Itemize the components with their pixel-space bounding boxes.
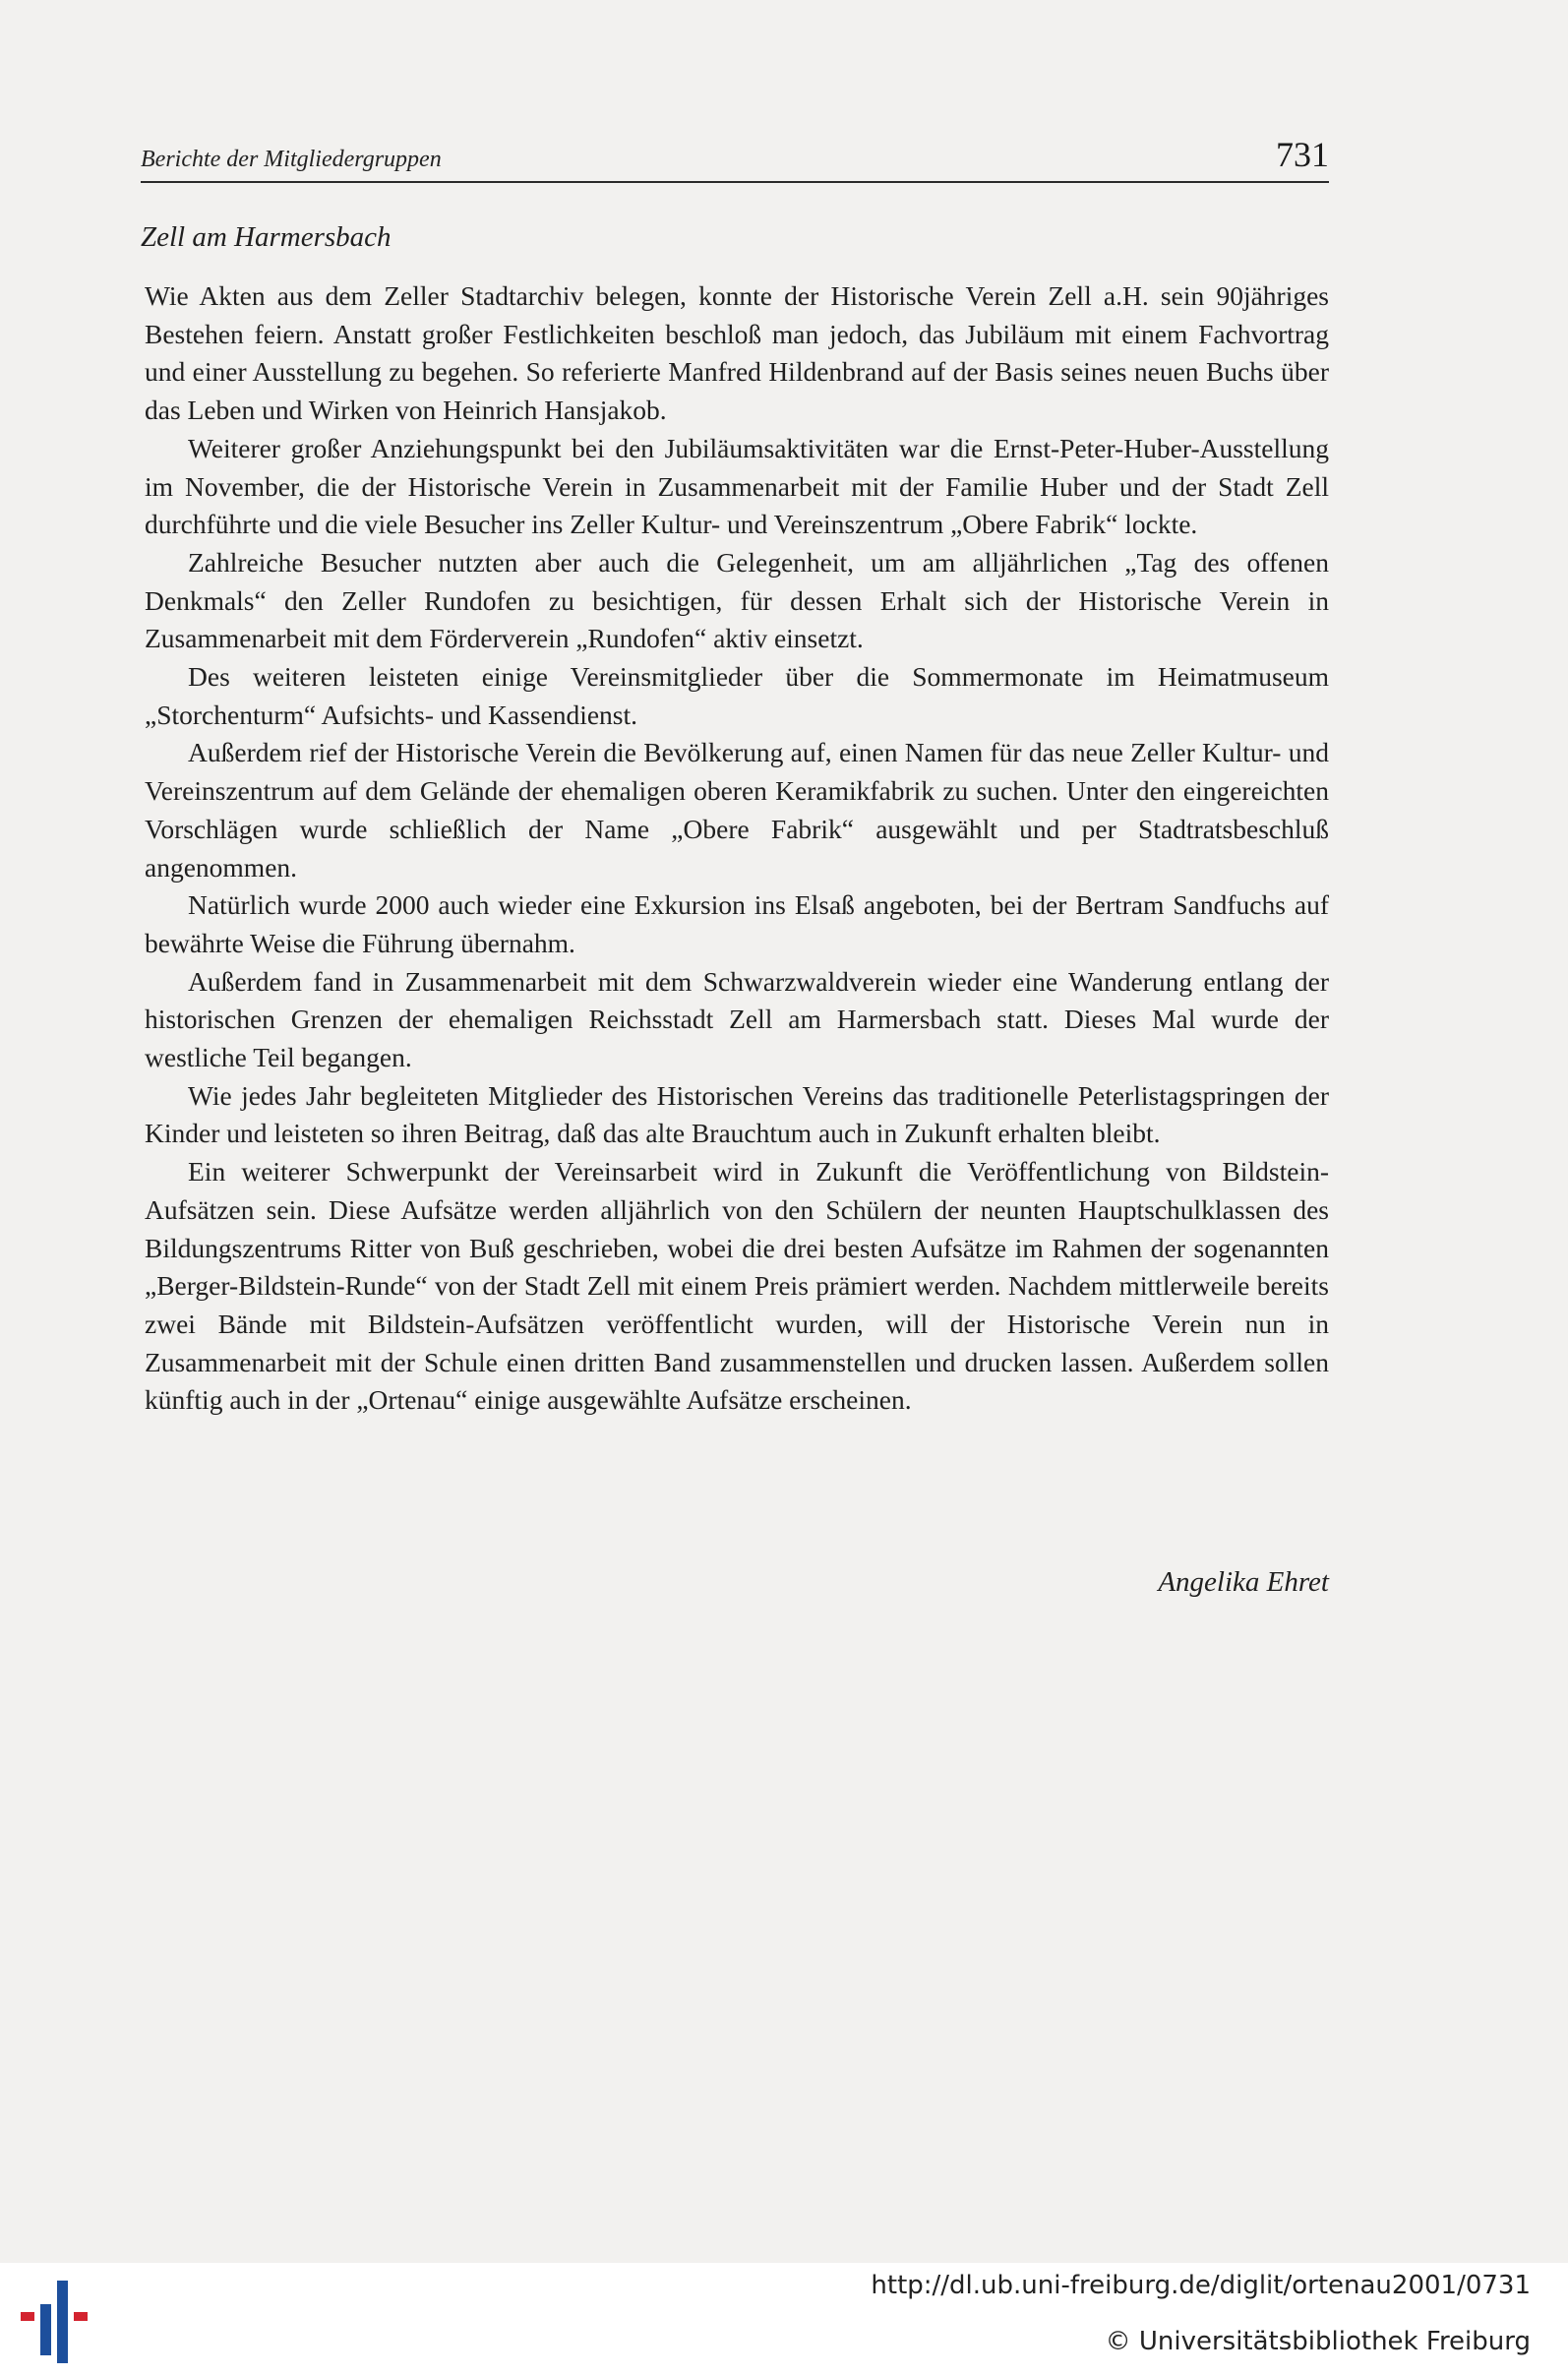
- article-body: [145, 277, 1329, 1420]
- page-number: 731: [1276, 135, 1329, 174]
- paragraph: Weiterer großer Anziehungspunkt bei den Jubiläumsaktivitäten war die Ernst-Peter-Huber-Ausstellung im November, die der Historische Verein in Zusammenarbeit mit der Familie Huber und der Stadt Zell durchführte und die viele Besucher ins Zeller Kultur- und Vereinszentrum „Obere Fabrik“ lockte.: [145, 432, 1329, 540]
- paragraph: Des weiteren leisteten einige Vereinsmitglieder über die Sommermonate im Heimatmuseum „Storchenturm“ Aufsichts- und Kassendienst.: [145, 661, 1329, 730]
- section-heading: Zell am Harmersbach: [141, 221, 392, 253]
- paragraph: Außerdem fand in Zusammenarbeit mit dem Schwarzwaldverein wieder eine Wanderung entlang der historischen Grenzen der ehemaligen Reichsstadt Zell am Harmersbach statt. Dieses Mal wurde der westliche Teil begangen.: [145, 965, 1329, 1073]
- paragraph: Außerdem rief der Historische Verein die Bevölkerung auf, einen Namen für das neue Zeller Kultur- und Vereinszentrum auf dem Gelände der ehemaligen oberen Keramikfabrik zu suchen. Unter den eingereichten Vorschlägen wurde schließlich der Name „Obere Fabrik“ ausgewählt und per Stadtratsbeschluß angenommen.: [145, 737, 1329, 883]
- paragraph: Ein weiterer Schwerpunkt der Vereinsarbeit wird in Zukunft die Veröffentlichung von Bildstein-Aufsätzen sein. Diese Aufsätze werden alljährlich von den Schülern der neunten Hauptschulklassen des Bildungszentrums Ritter von Buß geschrieben, wobei die drei besten Aufsätze im Rahmen der sogenannten „Berger-Bildstein-Runde“ von der Stadt Zell mit einem Preis prämiert werden. Nachdem mittlerweile bereits zwei Bände mit Bildstein-Aufsätzen veröffentlicht wurden, will der Historische Verein nun in Zusammenarbeit mit der Schule einen dritten Band zusammenstellen und drucken lassen. Außerdem sollen künftig auch in der „Ortenau“ einige ausgewählte Aufsätze erscheinen.: [145, 1156, 1329, 1416]
- ub-freiburg-logo-icon: [21, 2281, 99, 2364]
- copyright-notice: © Universitätsbibliothek Freiburg: [1105, 2327, 1531, 2356]
- paragraph: Natürlich wurde 2000 auch wieder eine Exkursion ins Elsaß angeboten, bei der Bertram Sandfuchs auf bewährte Weise die Führung übernahm.: [145, 889, 1329, 958]
- author-signature: Angelika Ehret: [1158, 1566, 1329, 1598]
- running-header: [141, 134, 1329, 183]
- running-header-title: Berichte der Mitgliedergruppen: [141, 147, 442, 172]
- paragraph: Wie Akten aus dem Zeller Stadtarchiv belegen, konnte der Historische Verein Zell a.H. sein 90jähriges Bestehen feiern. Anstatt großer Festlichkeiten beschloß man jedoch, das Jubiläum mit einem Fachvortrag und einer Ausstellung zu begehen. So referierte Manfred Hildenbrand auf der Basis seines neuen Buchs über das Leben und Wirken von Heinrich Hansjakob.: [145, 280, 1329, 426]
- paragraph: Wie jedes Jahr begleiteten Mitglieder des Historischen Vereins das traditionelle Peterlistagspringen der Kinder und leisteten so ihren Beitrag, daß das alte Brauchtum auch in Zukunft erhalten bleibt.: [145, 1079, 1329, 1149]
- source-url-link[interactable]: http://dl.ub.uni-freiburg.de/diglit/ortenau2001/0731: [871, 2271, 1531, 2300]
- paragraph: Zahlreiche Besucher nutzten aber auch die Gelegenheit, um am alljährlichen „Tag des offenen Denkmals“ den Zeller Rundofen zu besichtigen, für dessen Erhalt sich der Historische Verein in Zusammenarbeit mit dem Förderverein „Rundofen“ aktiv einsetzt.: [145, 546, 1329, 654]
